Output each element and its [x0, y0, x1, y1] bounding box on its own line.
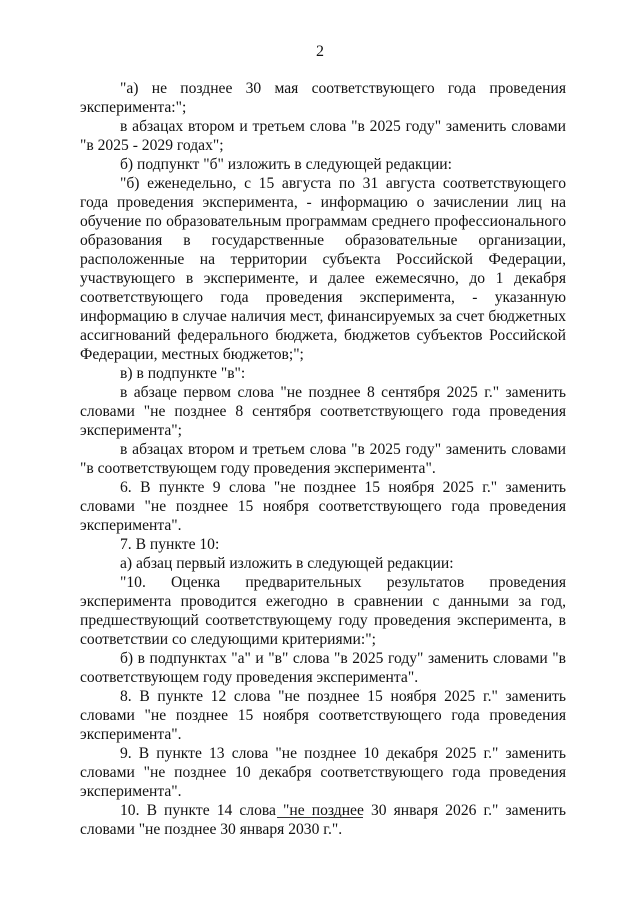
- paragraph-12: б) в подпунктах "а" и "в" слова "в 2025 году" заменить словами "в соответствующем году проведения эксперимента".: [80, 650, 566, 686]
- paragraph-7: в абзацах втором и третьем слова "в 2025 году" заменить словами "в соответствующем году проведения эксперимента".: [80, 441, 566, 477]
- paragraph-2: в абзацах втором и третьем слова "в 2025 году" заменить словами "в 2025 - 2029 годах";: [80, 118, 566, 154]
- paragraph-6: в абзаце первом слова "не позднее 8 сентября 2025 г." заменить словами "не позднее 8 сентября соответствующего года проведения эксперимента";: [80, 384, 566, 439]
- paragraph-3: б) подпункт "б" изложить в следующей редакции:: [120, 156, 452, 173]
- page-number: 2: [316, 43, 324, 60]
- paragraph-9: 7. В пункте 10:: [120, 536, 220, 553]
- paragraph-4: "б) еженедельно, с 15 августа по 31 августа соответствующего года проведения эксперимента, - информацию о зачислении лиц на обучение по образовательным программам среднего профессионального образования в государственные образовательные организации, расположенные на территории субъекта Российской Федерации, участвующего в эксперименте, и далее ежемесячно, до 1 декабря соответствующего года проведения эксперимента, - указанную информацию в случае наличия мест, финансируемых за счет бюджетных ассигнований федерального бюджета, бюджетов субъектов Российской Федерации, местных бюджетов;";: [80, 175, 566, 363]
- end-separator-line: [277, 817, 363, 818]
- paragraph-11: "10. Оценка предварительных результатов проведения эксперимента проводится ежегодно в сравнении с данными за год, предшествующий соответствующему году проведения эксперимента, в соответствии со следующими критериями:";: [80, 574, 566, 648]
- paragraph-1: "а) не позднее 30 мая соответствующего года проведения эксперимента:";: [80, 80, 566, 116]
- paragraph-15: 10. В пункте 14 слова "не позднее 30 января 2026 г." заменить словами "не позднее 30 января 2030 г.".: [80, 802, 566, 838]
- document-body: [80, 79, 566, 839]
- paragraph-10: а) абзац первый изложить в следующей редакции:: [120, 555, 454, 572]
- paragraph-13: 8. В пункте 12 слова "не позднее 15 ноября 2025 г." заменить словами "не позднее 15 ноября соответствующего года проведения эксперимента".: [80, 688, 566, 743]
- paragraph-5: в) в подпункте "в":: [120, 365, 246, 382]
- paragraph-14: 9. В пункте 13 слова "не позднее 10 декабря 2025 г." заменить словами "не позднее 10 декабря соответствующего года проведения эксперимента".: [80, 745, 566, 800]
- paragraph-8: 6. В пункте 9 слова "не позднее 15 ноября 2025 г." заменить словами "не позднее 15 ноября соответствующего года проведения эксперимента".: [80, 479, 566, 534]
